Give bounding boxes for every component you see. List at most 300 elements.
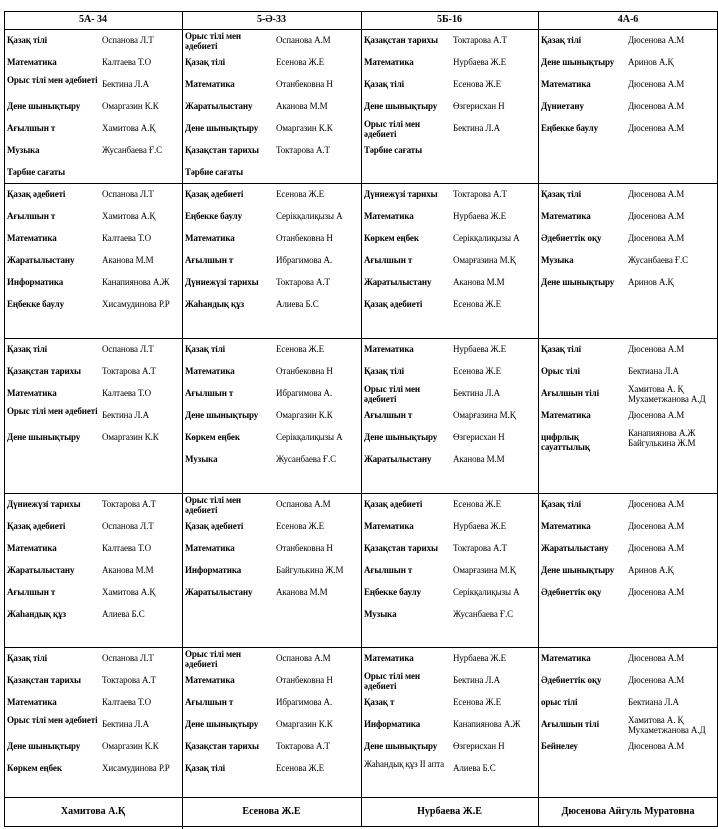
lesson-row xyxy=(364,57,536,77)
lesson-teacher: Оспанова Л.Т xyxy=(102,344,154,354)
lesson-teacher: Дюсенова А.М xyxy=(628,123,685,133)
lesson-row xyxy=(364,759,536,783)
lesson-teacher: Нурбаева Ж.Е xyxy=(453,211,507,221)
lesson-subject: Орыс тілі мен әдебиеті xyxy=(7,715,98,725)
lesson-subject: Қазақ әдебиеті xyxy=(185,521,244,531)
day-class-cell xyxy=(541,647,716,797)
lesson-row xyxy=(541,101,716,121)
lesson-subject: Музыка xyxy=(541,255,574,265)
lesson-row xyxy=(364,410,536,430)
lesson-row xyxy=(364,741,536,761)
lesson-subject: Математика xyxy=(7,697,57,707)
grid-line-vertical xyxy=(538,11,539,827)
lesson-row xyxy=(541,428,716,452)
lesson-subject: Жаһандық құз II апта xyxy=(364,759,445,769)
lesson-teacher: Нурбаева Ж.Е xyxy=(453,344,507,354)
day-class-cell xyxy=(7,338,180,493)
lesson-subject: Дүниежүзі тарихы xyxy=(364,189,438,199)
lesson-row xyxy=(185,57,359,77)
grid-line-vertical xyxy=(182,11,183,829)
lesson-subject: Қазақ тілі xyxy=(185,763,226,773)
lesson-teacher: Оспанова А.М xyxy=(276,35,331,45)
lesson-subject: Орыс тілі мен әдебиеті xyxy=(364,119,421,139)
lesson-row xyxy=(541,35,716,55)
day-class-cell xyxy=(7,183,180,338)
lesson-row xyxy=(185,543,359,563)
lesson-subject: Математика xyxy=(364,57,414,67)
lesson-subject: Қазақстан тарихы xyxy=(7,366,81,376)
day-class-cell xyxy=(7,29,180,183)
lesson-row xyxy=(364,299,536,319)
lesson-row xyxy=(364,189,536,209)
lesson-subject: Математика xyxy=(185,675,235,685)
lesson-row xyxy=(541,499,716,519)
grid-line-vertical xyxy=(361,11,362,827)
lesson-row xyxy=(7,697,180,717)
lesson-teacher: Дюсенова А.М xyxy=(628,79,685,89)
lesson-row xyxy=(364,211,536,231)
lesson-teacher: Есенова Ж.Е xyxy=(453,366,502,376)
lesson-subject: Ағылшын тілі xyxy=(541,388,599,398)
lesson-teacher: Омарғазина М.Қ xyxy=(453,255,516,265)
lesson-row xyxy=(7,609,180,629)
lesson-subject: Дене шынықтыру xyxy=(364,741,438,751)
lesson-teacher: Отанбековна Н xyxy=(276,79,333,89)
lesson-row xyxy=(541,384,716,408)
lesson-subject: Қазақстан тарихы xyxy=(364,543,438,553)
lesson-row xyxy=(185,565,359,585)
lesson-subject: Қазақ тілі xyxy=(541,35,582,45)
lesson-row xyxy=(364,565,536,585)
lesson-teacher: Дюсенова А.М xyxy=(628,675,685,685)
lesson-row xyxy=(541,79,716,99)
lesson-row xyxy=(7,499,180,519)
lesson-row xyxy=(185,211,359,231)
lesson-teacher: Дюсенова А.М xyxy=(628,410,685,420)
lesson-subject: Жаратылыстану xyxy=(185,587,253,597)
lesson-row xyxy=(7,57,180,77)
lesson-row xyxy=(364,366,536,386)
lesson-teacher: Токтарова А.Т xyxy=(453,543,507,553)
lesson-subject: Қазақ тілі xyxy=(7,35,48,45)
lesson-subject: Дене шынықтыру xyxy=(7,101,81,111)
lesson-teacher: Хамитова А.Қ xyxy=(102,211,156,221)
lesson-row xyxy=(364,521,536,541)
lesson-subject: Әдебиеттік оқу xyxy=(541,675,602,685)
day-class-cell xyxy=(185,647,359,797)
lesson-teacher: Есенова Ж.Е xyxy=(453,499,502,509)
class-header: 5А- 34 xyxy=(78,14,108,25)
lesson-row xyxy=(185,454,359,474)
lesson-subject: Математика xyxy=(541,79,591,89)
lesson-subject: Дене шынықтыру xyxy=(541,57,615,67)
lesson-subject: Орыс тілі xyxy=(541,366,580,376)
lesson-row xyxy=(364,609,536,629)
day-class-cell xyxy=(7,493,180,647)
lesson-teacher: Отанбековна Н xyxy=(276,233,333,243)
lesson-teacher: Аканова М.М xyxy=(102,255,154,265)
lesson-teacher: Оспанова А.М xyxy=(276,499,331,509)
lesson-teacher: Ибрагимова А. xyxy=(276,388,333,398)
lesson-subject: Музыка xyxy=(185,454,218,464)
lesson-teacher: Канапиянова А.Ж xyxy=(102,277,170,287)
day-class-cell xyxy=(185,338,359,493)
lesson-subject: Қазақстан тарихы xyxy=(7,675,81,685)
lesson-subject: орыс тілі xyxy=(541,697,578,707)
lesson-row xyxy=(541,189,716,209)
lesson-subject: Орыс тілі мен әдебиеті xyxy=(364,671,421,691)
lesson-row xyxy=(185,299,359,319)
lesson-teacher: Есенова Ж.Е xyxy=(276,344,325,354)
lesson-teacher: Токтарова А.Т xyxy=(102,366,156,376)
lesson-row xyxy=(541,741,716,761)
lesson-subject: Тәрбие сағаты xyxy=(364,145,423,155)
lesson-subject: Қазақ тілі xyxy=(541,344,582,354)
lesson-subject: Математика xyxy=(364,211,414,221)
lesson-teacher: Аканова М.М xyxy=(102,565,154,575)
lesson-row xyxy=(185,31,359,55)
class-curator: Нурбаева Ж.Е xyxy=(417,806,482,817)
lesson-subject: Тәрбие сағаты xyxy=(185,167,244,177)
lesson-teacher: Аринов А.Қ xyxy=(628,277,674,287)
lesson-row xyxy=(185,233,359,253)
lesson-subject: Орыс тілі мен әдебиеті xyxy=(185,31,242,51)
lesson-teacher: Омаргазин К.К xyxy=(102,432,159,442)
class-header: 4А-6 xyxy=(617,14,639,25)
lesson-subject: Дене шынықтыру xyxy=(541,277,615,287)
lesson-row xyxy=(7,715,180,739)
lesson-subject: Тәрбие сағаты xyxy=(7,167,66,177)
lesson-subject: Дүниежүзі тарихы xyxy=(185,277,259,287)
lesson-teacher: Хисамудинова Р.Р xyxy=(102,763,170,773)
lesson-teacher: Токтарова А.Т xyxy=(276,741,330,751)
lesson-subject: Математика xyxy=(364,521,414,531)
lesson-teacher: Аканова М.М xyxy=(276,101,328,111)
lesson-row xyxy=(185,649,359,673)
lesson-subject: Әдебиеттік оқу xyxy=(541,587,602,597)
lesson-row xyxy=(7,432,180,452)
lesson-row xyxy=(541,277,716,297)
lesson-teacher: Дюсенова А.М xyxy=(628,101,685,111)
lesson-teacher: Нурбаева Ж.Е xyxy=(453,521,507,531)
lesson-subject: Дүниетану xyxy=(541,101,584,111)
lesson-subject: Жаһандық құз xyxy=(185,299,244,309)
lesson-row xyxy=(185,410,359,430)
lesson-row xyxy=(541,366,716,386)
day-class-cell xyxy=(364,29,536,183)
lesson-subject: Информатика xyxy=(364,719,421,729)
lesson-teacher: Жусанбаева Ғ.С xyxy=(102,145,163,155)
lesson-row xyxy=(364,384,536,408)
lesson-row xyxy=(185,495,359,519)
lesson-row xyxy=(185,521,359,541)
lesson-subject: Қазақ тілі xyxy=(541,499,582,509)
lesson-row xyxy=(541,675,716,695)
lesson-row xyxy=(7,35,180,55)
lesson-subject: Ағылшын т xyxy=(7,587,56,597)
lesson-subject: Математика xyxy=(541,653,591,663)
lesson-row xyxy=(364,277,536,297)
lesson-subject: Ағылшын т xyxy=(185,388,234,398)
lesson-subject: Жаратылыстану xyxy=(541,543,609,553)
lesson-subject: Қазақ тілі xyxy=(185,57,226,67)
lesson-teacher: Аринов А.Қ xyxy=(628,57,674,67)
day-class-cell xyxy=(364,183,536,338)
lesson-row xyxy=(185,587,359,607)
lesson-row xyxy=(185,255,359,275)
lesson-teacher: Нурбаева Ж.Е xyxy=(453,653,507,663)
lesson-subject: Қазақ т xyxy=(364,697,395,707)
lesson-teacher: Дюсенова А.М xyxy=(628,344,685,354)
lesson-teacher: Ибрагимова А. xyxy=(276,255,333,265)
lesson-subject: Қазақ тілі xyxy=(364,79,405,89)
lesson-teacher: Бектина Л.А xyxy=(453,675,500,685)
lesson-subject: Қазақ тілі xyxy=(7,653,48,663)
lesson-teacher: Отанбековна Н xyxy=(276,543,333,553)
lesson-row xyxy=(185,277,359,297)
lesson-row xyxy=(364,79,536,99)
lesson-subject: Дене шынықтыру xyxy=(185,123,259,133)
lesson-teacher: Ибрагимова А. xyxy=(276,697,333,707)
lesson-teacher: Омаргазин К.К xyxy=(102,741,159,751)
lesson-row xyxy=(185,344,359,364)
lesson-row xyxy=(541,521,716,541)
lesson-teacher: Бектина Л.А xyxy=(102,410,149,420)
lesson-teacher: Өзгерисхан Н xyxy=(453,741,505,751)
day-class-cell xyxy=(185,493,359,647)
lesson-row xyxy=(185,697,359,717)
day-class-cell xyxy=(364,493,536,647)
lesson-row xyxy=(364,119,536,143)
lesson-row xyxy=(7,763,180,783)
lesson-row xyxy=(364,454,536,474)
lesson-teacher: Жусанбаева Ғ.С xyxy=(453,609,514,619)
day-class-cell xyxy=(7,647,180,797)
lesson-subject: Ағылшын т xyxy=(185,697,234,707)
lesson-subject: Дене шынықтыру xyxy=(185,719,259,729)
lesson-subject: Орыс тілі мен әдебиеті xyxy=(185,495,242,515)
lesson-subject: Орыс тілі мен әдебиеті xyxy=(7,406,98,416)
lesson-teacher: Оспанова Л.Т xyxy=(102,653,154,663)
lesson-subject: Математика xyxy=(185,79,235,89)
lesson-teacher: Оспанова Л.Т xyxy=(102,521,154,531)
lesson-subject: Ағылшын т xyxy=(364,410,413,420)
lesson-row xyxy=(364,543,536,563)
lesson-row xyxy=(185,366,359,386)
lesson-teacher: Есенова Ж.Е xyxy=(276,763,325,773)
lesson-row xyxy=(7,145,180,165)
lesson-row xyxy=(185,123,359,143)
lesson-subject: Еңбекке баулу xyxy=(7,299,65,309)
lesson-row xyxy=(185,388,359,408)
lesson-row xyxy=(364,697,536,717)
day-class-cell xyxy=(364,647,536,797)
lesson-subject: Жаратылыстану xyxy=(185,101,253,111)
lesson-teacher: Калтаева Т.О xyxy=(102,543,152,553)
lesson-subject: Еңбекке баулу xyxy=(541,123,599,133)
lesson-subject: Қазақстан тарихы xyxy=(185,741,259,751)
class-curator: Дюсенова Айгуль Муратовна xyxy=(561,806,695,817)
lesson-teacher: Есенова Ж.Е xyxy=(453,79,502,89)
lesson-teacher: Бектиана Л.А xyxy=(628,697,679,707)
lesson-teacher: Серікқалиқызы А xyxy=(453,587,520,597)
lesson-row xyxy=(7,277,180,297)
lesson-teacher: Дюсенова А.М xyxy=(628,211,685,221)
lesson-row xyxy=(364,145,536,165)
lesson-row xyxy=(364,499,536,519)
lesson-teacher: Байгулькина Ж.М xyxy=(276,565,344,575)
lesson-subject: Музыка xyxy=(364,609,397,619)
lesson-subject: Музыка xyxy=(7,145,40,155)
lesson-teacher: Хамитова А. Қ Мухаметжанова А.Д xyxy=(628,715,706,735)
lesson-subject: Дене шынықтыру xyxy=(7,432,81,442)
lesson-row xyxy=(364,35,536,55)
lesson-subject: Қазақ әдебиеті xyxy=(364,499,423,509)
lesson-subject: Математика xyxy=(7,57,57,67)
lesson-subject: Дене шынықтыру xyxy=(7,741,81,751)
lesson-subject: Ағылшын тілі xyxy=(541,719,599,729)
lesson-subject: Дене шынықтыру xyxy=(185,410,259,420)
day-class-cell xyxy=(364,338,536,493)
lesson-teacher: Токтарова А.Т xyxy=(102,499,156,509)
lesson-row xyxy=(364,719,536,739)
lesson-row xyxy=(185,763,359,783)
lesson-teacher: Омарғазина М.Қ xyxy=(453,410,516,420)
lesson-row xyxy=(185,432,359,452)
lesson-row xyxy=(7,543,180,563)
lesson-row xyxy=(541,587,716,607)
lesson-subject: Орыс тілі мен әдебиеті xyxy=(185,649,242,669)
lesson-teacher: Өзгерисхан Н xyxy=(453,101,505,111)
lesson-teacher: Токтарова А.Т xyxy=(453,35,507,45)
lesson-subject: Дене шынықтыру xyxy=(541,565,615,575)
lesson-subject: Көркем еңбек xyxy=(185,432,240,442)
lesson-row xyxy=(7,653,180,673)
lesson-teacher: Алиева Б.С xyxy=(453,763,496,773)
lesson-subject: Дүниежүзі тарихы xyxy=(7,499,81,509)
class-curator: Есенова Ж.Е xyxy=(242,806,301,817)
lesson-row xyxy=(541,697,716,717)
lesson-teacher: Омаргазин К.К xyxy=(276,410,333,420)
lesson-teacher: Дюсенова А.М xyxy=(628,35,685,45)
lesson-subject: Орыс тілі мен әдебиеті xyxy=(364,384,421,404)
lesson-teacher: Бектина Л.А xyxy=(102,719,149,729)
lesson-teacher: Аканова М.М xyxy=(453,454,505,464)
lesson-subject: Қазақ әдебиеті xyxy=(7,521,66,531)
lesson-subject: Қазақ әдебиеті xyxy=(185,189,244,199)
lesson-row xyxy=(541,715,716,739)
lesson-row xyxy=(185,79,359,99)
grid-line-vertical xyxy=(4,11,5,827)
lesson-subject: Математика xyxy=(7,543,57,553)
lesson-row xyxy=(541,233,716,253)
lesson-subject: Жаһандық құз xyxy=(7,609,66,619)
lesson-teacher: Токтарова А.Т xyxy=(102,675,156,685)
lesson-subject: Математика xyxy=(185,543,235,553)
lesson-teacher: Дюсенова А.М xyxy=(628,499,685,509)
lesson-teacher: Омаргазин К.К xyxy=(102,101,159,111)
lesson-teacher: Токтарова А.Т xyxy=(276,277,330,287)
lesson-teacher: Серікқалиқызы А xyxy=(453,233,520,243)
lesson-subject: Қазақстан тарихы xyxy=(364,35,438,45)
lesson-row xyxy=(541,57,716,77)
class-header: 5Б-16 xyxy=(437,14,462,25)
lesson-row xyxy=(541,410,716,430)
lesson-subject: Математика xyxy=(7,388,57,398)
lesson-teacher: Дюсенова А.М xyxy=(628,653,685,663)
lesson-teacher: Калтаева Т.О xyxy=(102,388,152,398)
lesson-row xyxy=(7,406,180,430)
lesson-row xyxy=(7,75,180,99)
lesson-teacher: Дюсенова А.М xyxy=(628,543,685,553)
lesson-row xyxy=(364,587,536,607)
lesson-teacher: Отанбековна Н xyxy=(276,366,333,376)
lesson-teacher: Алиева Б.С xyxy=(102,609,145,619)
lesson-subject: Қазақ тілі xyxy=(364,366,405,376)
lesson-row xyxy=(185,741,359,761)
lesson-teacher: Хамитова А.Қ xyxy=(102,123,156,133)
lesson-subject: Математика xyxy=(541,211,591,221)
lesson-subject: Еңбекке баулу xyxy=(364,587,422,597)
lesson-teacher: Есенова Ж.Е xyxy=(453,299,502,309)
lesson-subject: Жаратылыстану xyxy=(7,255,75,265)
lesson-subject: Жаратылыстану xyxy=(364,454,432,464)
lesson-teacher: Бектина Л.А xyxy=(453,123,500,133)
lesson-teacher: Серікқалиқызы А xyxy=(276,432,343,442)
lesson-teacher: Дюсенова А.М xyxy=(628,587,685,597)
day-class-cell xyxy=(185,29,359,183)
lesson-teacher: Хамитова А. Қ Мухаметжанова А.Д xyxy=(628,384,706,404)
lesson-row xyxy=(7,255,180,275)
lesson-teacher: Аринов А.Қ xyxy=(628,565,674,575)
lesson-subject: Математика xyxy=(364,653,414,663)
lesson-row xyxy=(541,123,716,143)
lesson-teacher: Есенова Ж.Е xyxy=(276,521,325,531)
lesson-row xyxy=(7,587,180,607)
lesson-subject: цифрлық сауаттылық xyxy=(541,432,590,452)
lesson-teacher: Оспанова Л.Т xyxy=(102,35,154,45)
lesson-subject: Информатика xyxy=(7,277,64,287)
lesson-subject: Қазақ тілі xyxy=(541,189,582,199)
class-header: 5-Ә-33 xyxy=(256,14,287,25)
lesson-subject: Ағылшын т xyxy=(185,255,234,265)
lesson-subject: Еңбекке баулу xyxy=(185,211,243,221)
lesson-teacher: Жусанбаева Ғ.С xyxy=(628,255,689,265)
lesson-subject: Математика xyxy=(185,366,235,376)
lesson-teacher: Өзгерисхан Н xyxy=(453,432,505,442)
lesson-teacher: Калтаева Т.О xyxy=(102,697,152,707)
lesson-subject: Ағылшын т xyxy=(7,211,56,221)
lesson-row xyxy=(364,101,536,121)
lesson-teacher: Есенова Ж.Е xyxy=(276,189,325,199)
lesson-teacher: Омарғазина М.Қ xyxy=(453,565,516,575)
lesson-subject: Дене шынықтыру xyxy=(364,101,438,111)
lesson-subject: Орыс тілі мен әдебиеті xyxy=(7,75,98,85)
lesson-subject: Көркем еңбек xyxy=(7,763,62,773)
lesson-subject: Математика xyxy=(7,233,57,243)
lesson-teacher: Есенова Ж.Е xyxy=(276,57,325,67)
day-class-cell xyxy=(541,29,716,183)
lesson-row xyxy=(364,255,536,275)
day-class-cell xyxy=(185,183,359,338)
lesson-row xyxy=(7,344,180,364)
lesson-subject: Қазақ әдебиеті xyxy=(364,299,423,309)
class-curator: Хамитова А.Қ xyxy=(60,806,126,817)
lesson-teacher: Серікқалиқызы А xyxy=(276,211,343,221)
lesson-row xyxy=(7,101,180,121)
lesson-row xyxy=(541,543,716,563)
lesson-teacher: Хамитова А.Қ xyxy=(102,587,156,597)
